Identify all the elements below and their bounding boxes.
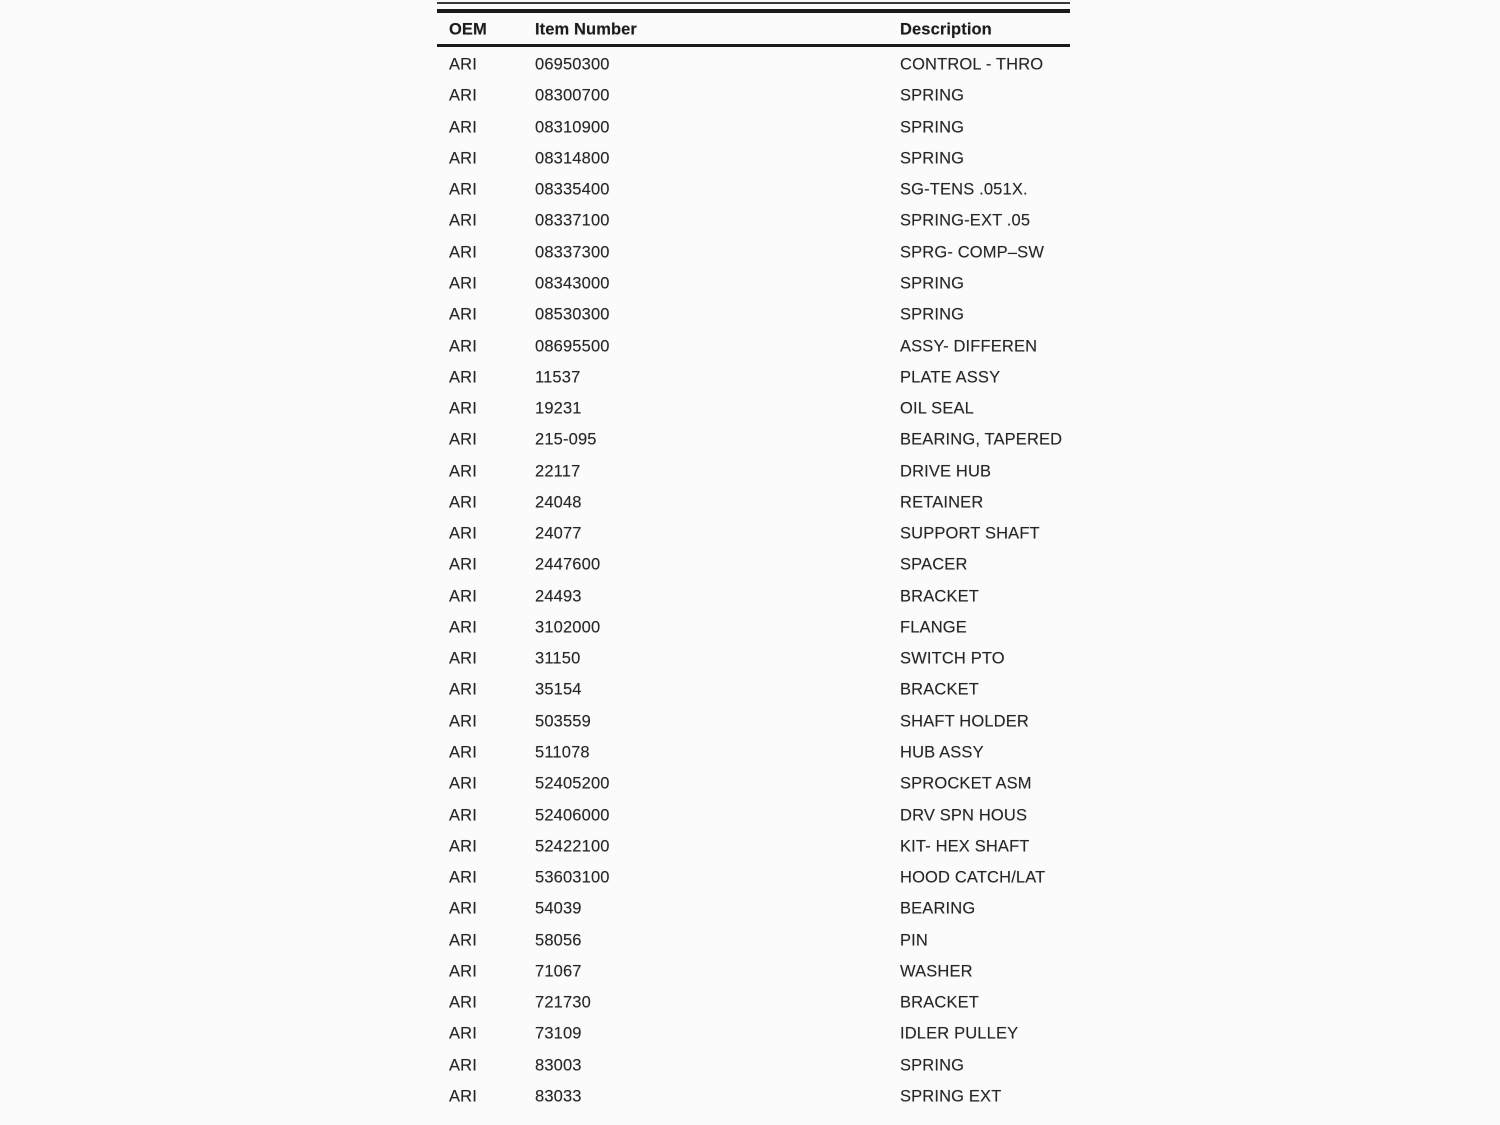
column-header-description: Description: [900, 20, 992, 39]
cell-oem: ARI: [449, 180, 477, 199]
cell-desc: BEARING, TAPERED: [900, 430, 1063, 449]
cell-desc: HOOD CATCH/LAT: [900, 868, 1046, 887]
parts-table: [437, 0, 1070, 1125]
cell-item: 08314800: [535, 149, 610, 168]
cell-item: 721730: [535, 993, 591, 1012]
column-header-item-number: Item Number: [535, 20, 637, 39]
cell-desc: SHAFT HOLDER: [900, 712, 1029, 731]
cell-desc: ASSY- DIFFEREN: [900, 337, 1038, 356]
cell-desc: BRACKET: [900, 587, 979, 606]
cell-desc: RETAINER: [900, 493, 984, 512]
table-row: [437, 331, 1070, 362]
table-row: [437, 706, 1070, 737]
cell-desc: WASHER: [900, 962, 973, 981]
table-row: [437, 987, 1070, 1018]
cell-oem: ARI: [449, 462, 477, 481]
cell-item: 08300700: [535, 86, 610, 105]
cell-oem: ARI: [449, 493, 477, 512]
table-row: [437, 831, 1070, 862]
table-row: [437, 1081, 1070, 1112]
cell-desc: DRIVE HUB: [900, 462, 992, 481]
cell-oem: ARI: [449, 430, 477, 449]
cell-item: 52405200: [535, 774, 610, 793]
cell-oem: ARI: [449, 1024, 477, 1043]
cell-item: 215-095: [535, 430, 597, 449]
cell-item: 3102000: [535, 618, 601, 637]
cell-item: 22117: [535, 462, 581, 481]
cell-item: 24077: [535, 524, 582, 543]
cell-item: 08695500: [535, 337, 610, 356]
cell-desc: SPRG- COMP–SW: [900, 243, 1045, 262]
cell-desc: SPRING: [900, 274, 965, 293]
cell-desc: SPRING: [900, 149, 965, 168]
cell-desc: SPROCKET ASM: [900, 774, 1032, 793]
table-row: [437, 769, 1070, 800]
top-thick-rule: [437, 9, 1070, 13]
table-row: [437, 268, 1070, 299]
cell-oem: ARI: [449, 368, 477, 387]
table-row: [437, 894, 1070, 925]
header-divider-rule: [437, 44, 1070, 47]
cell-desc: SPACER: [900, 555, 968, 574]
cell-desc: DRV SPN HOUS: [900, 806, 1028, 824]
table-row: [437, 581, 1070, 612]
cell-oem: ARI: [449, 118, 477, 137]
table-row: [437, 737, 1070, 768]
table-row: [437, 1019, 1070, 1050]
cell-oem: ARI: [449, 774, 477, 793]
cell-oem: ARI: [449, 743, 477, 762]
cell-desc: SPRING: [900, 305, 965, 324]
cell-item: 08337300: [535, 243, 610, 262]
table-row: [437, 612, 1070, 643]
table-body: [437, 50, 1070, 1113]
table-row: [437, 425, 1070, 456]
cell-oem: ARI: [449, 868, 477, 887]
cell-item: 08337100: [535, 211, 610, 230]
cell-desc: BRACKET: [900, 680, 979, 699]
table-row: [437, 81, 1070, 112]
table-header-row: [437, 16, 1070, 44]
table-row: [437, 487, 1070, 518]
cell-desc: SPRING EXT: [900, 1087, 1002, 1106]
cell-item: 53603100: [535, 868, 610, 887]
table-row: [437, 800, 1070, 831]
cell-item: 511078: [535, 743, 590, 762]
cell-oem: ARI: [449, 305, 477, 324]
cell-oem: ARI: [449, 86, 477, 105]
cell-oem: ARI: [449, 837, 477, 856]
table-row: [437, 956, 1070, 987]
cell-item: 35154: [535, 680, 582, 699]
cell-oem: ARI: [449, 399, 477, 418]
cell-item: 83033: [535, 1087, 582, 1106]
table-row: [437, 925, 1070, 956]
cell-desc: HUB ASSY: [900, 743, 984, 762]
cell-desc: BRACKET: [900, 993, 979, 1012]
cell-oem: ARI: [449, 1087, 477, 1106]
table-row: [437, 175, 1070, 206]
cell-desc: SPRING: [900, 118, 965, 137]
cell-oem: ARI: [449, 55, 477, 74]
cell-item: 06950300: [535, 55, 610, 74]
table-row: [437, 518, 1070, 549]
cell-item: 24493: [535, 587, 582, 606]
table-row: [437, 644, 1070, 675]
cell-oem: ARI: [449, 555, 477, 574]
cell-desc: BEARING: [900, 899, 976, 918]
cell-item: 08530300: [535, 305, 610, 324]
cell-desc: SPRING: [900, 1056, 965, 1075]
table-row: [437, 143, 1070, 174]
table-row: [437, 362, 1070, 393]
cell-oem: ARI: [449, 993, 477, 1012]
cell-desc: SPRING-EXT .05: [900, 211, 1031, 230]
cell-desc: SWITCH PTO: [900, 649, 1005, 668]
column-header-oem: OEM: [449, 20, 487, 39]
cell-item: 24048: [535, 493, 582, 512]
cell-item: 08343000: [535, 274, 610, 293]
cell-desc: IDLER PULLEY: [900, 1024, 1019, 1043]
cell-oem: ARI: [449, 274, 477, 293]
cell-oem: ARI: [449, 243, 477, 262]
cell-desc: SG-TENS .051X.: [900, 180, 1028, 199]
top-thin-rule: [437, 2, 1070, 4]
table-row: [437, 50, 1070, 81]
cell-oem: ARI: [449, 712, 477, 731]
cell-oem: ARI: [449, 149, 477, 168]
cell-oem: ARI: [449, 680, 477, 699]
cell-item: 58056: [535, 931, 582, 950]
cell-item: 52406000: [535, 806, 610, 824]
cell-item: 11537: [535, 368, 581, 387]
cell-desc: FLANGE: [900, 618, 967, 637]
table-row: [437, 112, 1070, 143]
cell-desc: CONTROL - THRO: [900, 55, 1044, 74]
cell-oem: ARI: [449, 931, 477, 950]
cell-desc: KIT- HEX SHAFT: [900, 837, 1030, 856]
cell-desc: SPRING: [900, 86, 965, 105]
cell-oem: ARI: [449, 1056, 477, 1075]
cell-oem: ARI: [449, 649, 477, 668]
cell-oem: ARI: [449, 337, 477, 356]
table-row: [437, 456, 1070, 487]
cell-item: 73109: [535, 1024, 582, 1043]
cell-desc: PLATE ASSY: [900, 368, 1001, 387]
cell-item: 83003: [535, 1056, 582, 1075]
cell-oem: ARI: [449, 587, 477, 606]
table-row: [437, 862, 1070, 893]
cell-oem: ARI: [449, 524, 477, 543]
cell-item: 31150: [535, 649, 581, 668]
cell-oem: ARI: [449, 806, 477, 824]
table-row: [437, 206, 1070, 237]
table-row: [437, 237, 1070, 268]
cell-oem: ARI: [449, 211, 477, 230]
cell-item: 08310900: [535, 118, 610, 137]
cell-item: 08335400: [535, 180, 610, 199]
table-row: [437, 675, 1070, 706]
cell-desc: OIL SEAL: [900, 399, 974, 418]
cell-item: 2447600: [535, 555, 601, 574]
table-row: [437, 300, 1070, 331]
cell-desc: PIN: [900, 931, 928, 950]
cell-desc: SUPPORT SHAFT: [900, 524, 1040, 543]
cell-item: 71067: [535, 962, 582, 981]
cell-oem: ARI: [449, 962, 477, 981]
cell-item: 52422100: [535, 837, 610, 856]
cell-oem: ARI: [449, 899, 477, 918]
cell-item: 19231: [535, 399, 582, 418]
table-row: [437, 1050, 1070, 1081]
table-row: [437, 393, 1070, 424]
cell-item: 54039: [535, 899, 582, 918]
table-row: [437, 550, 1070, 581]
cell-item: 503559: [535, 712, 591, 731]
cell-oem: ARI: [449, 618, 477, 637]
